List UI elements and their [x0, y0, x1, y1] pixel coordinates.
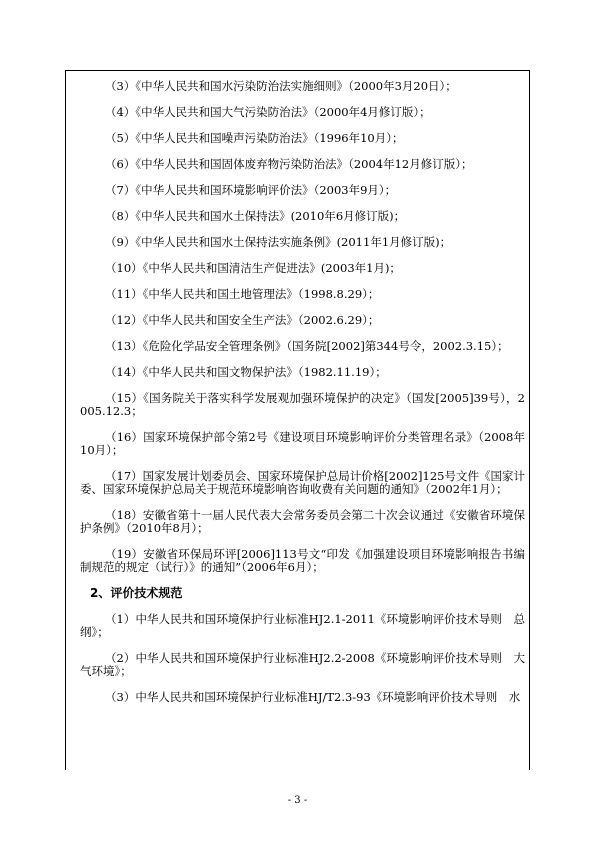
section-heading: 2、评价技术规范 — [90, 586, 183, 600]
law-item-9: （9）《中华人民共和国水土保持法实施条例》(2011年1月修订版)； — [105, 235, 452, 249]
law-item-15: （15）《国务院关于落实科学发展观加强环境保护的决定》（国发[2005]39号），2005.12.3； — [80, 391, 525, 418]
standard-item-3: （3）中华人民共和国环境保护行业标准HJ/T2.3-93《环境影响评价技术导则 水 — [105, 690, 521, 704]
law-item-6: （6）《中华人民共和国固体废弃物污染防治法》（2004年12月修订版）； — [105, 157, 473, 171]
law-item-4: （4）《中华人民共和国大气污染防治法》（2000年4月修订版）； — [105, 105, 431, 119]
law-item-19: （19）安徽省环保局环评[2006]113号文“印发《加强建设项目环境影响报告书编制规范的规定（试行）》的通知”（2006年6月）； — [80, 547, 525, 574]
law-item-7: （7）《中华人民共和国环境影响评价法》（2003年9月）； — [105, 183, 397, 197]
page-number: - 3 - — [287, 795, 308, 806]
law-item-16: （16）国家环境保护部令第2号《建设项目环境影响评价分类管理名录》（2008年10月）； — [80, 430, 525, 457]
law-item-3: （3）《中华人民共和国水污染防治法实施细则》（2000年3月20日）； — [105, 79, 457, 93]
law-item-13: （13）《危险化学品安全管理条例》（国务院[2002]第344号令，2002.3.15）； — [105, 339, 509, 353]
document-body — [80, 80, 525, 717]
law-item-5: （5）《中华人民共和国噪声污染防治法》（1996年10月）； — [105, 131, 404, 145]
law-item-17: （17）国家发展计划委员会、国家环境保护总局计价格[2002]125号文件《国家计委、国家环境保护总局关于规范环境影响咨询收费有关问题的通知》（2002年1月）； — [80, 469, 525, 496]
law-item-10: （10）《中华人民共和国清洁生产促进法》(2003年1月)； — [105, 261, 401, 275]
standard-item-2: （2）中华人民共和国环境保护行业标准HJ2.2-2008《环境影响评价技术导则 大气环境》； — [80, 651, 525, 678]
law-item-14: （14）《中华人民共和国文物保护法》（1982.11.19）； — [105, 365, 387, 379]
standard-item-1: （1）中华人民共和国环境保护行业标准HJ2.1-2011《环境影响评价技术导则 总纲》； — [80, 612, 525, 639]
law-item-12: （12）《中华人民共和国安全生产法》（2002.6.29）； — [105, 313, 380, 327]
law-item-11: （11）《中华人民共和国土地管理法》（1998.8.29）； — [105, 287, 380, 301]
law-item-8: （8）《中华人民共和国水土保持法》(2010年6月修订版)； — [105, 209, 406, 223]
law-item-18: （18）安徽省第十一届人民代表大会常务委员会第二十次会议通过《安徽省环境保护条例》（2010年8月）； — [80, 508, 525, 535]
